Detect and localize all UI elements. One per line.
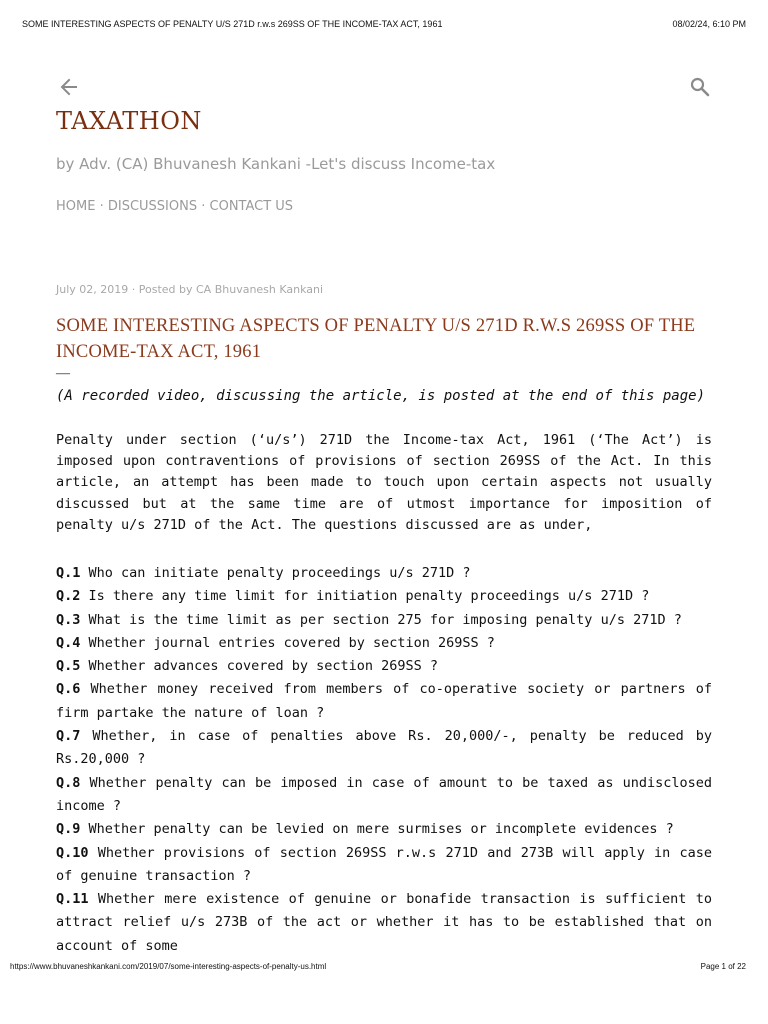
title-divider: —	[56, 366, 70, 381]
question-number: Q.5	[56, 658, 81, 675]
question-list	[56, 562, 712, 958]
question-number: Q.8	[56, 774, 81, 791]
question-number: Q.1	[56, 565, 81, 581]
list-item	[56, 725, 712, 772]
nav-link-home[interactable]: HOME	[56, 199, 96, 214]
print-header-datetime: 08/02/24, 6:10 PM	[672, 19, 746, 29]
question-text: Whether provisions of section 269SS r.w.s 271D and 273B will apply in case of genuine transaction ?	[56, 844, 712, 884]
list-item	[56, 609, 712, 632]
nav-link-contact-us[interactable]: CONTACT US	[209, 199, 294, 214]
list-item	[56, 772, 712, 819]
question-number: Q.10	[56, 844, 89, 861]
print-header	[22, 19, 746, 29]
print-footer	[10, 962, 746, 971]
site-description: by Adv. (CA) Bhuvanesh Kankani -Let's discuss Income-tax	[56, 155, 496, 173]
arrow-left-icon[interactable]	[58, 76, 80, 98]
question-text: Whether journal entries covered by section 269SS ?	[80, 634, 495, 651]
page-number: Page 1 of 22	[700, 962, 746, 971]
list-item	[56, 655, 712, 678]
question-number: Q.2	[56, 588, 81, 605]
list-item	[56, 842, 712, 889]
list-item	[56, 632, 712, 655]
page-url[interactable]: https://www.bhuvaneshkankani.com/2019/07/some-interesting-aspects-of-penalty-us.html	[10, 962, 327, 971]
list-item	[56, 678, 712, 725]
question-text: Whether money received from members of co-operative society or partners of firm partake the nature of loan ?	[56, 681, 712, 721]
nav-link-discussions[interactable]: DISCUSSIONS	[107, 199, 198, 214]
question-text: Is there any time limit for initiation penalty proceedings u/s 271D ?	[80, 588, 650, 605]
question-text: Who can initiate penalty proceedings u/s 271D ?	[80, 565, 471, 581]
video-note: (A recorded video, discussing the article, is posted at the end of this page)	[56, 388, 706, 404]
print-header-title: SOME INTERESTING ASPECTS OF PENALTY U/S 271D r.w.s 269SS OF THE INCOME-TAX ACT, 1961	[22, 19, 443, 29]
question-number: Q.4	[56, 634, 81, 651]
nav-separator: ·	[197, 199, 210, 214]
search-icon[interactable]	[689, 76, 711, 98]
site-title[interactable]: TAXATHON	[56, 107, 202, 135]
question-number: Q.3	[56, 611, 81, 628]
list-item	[56, 585, 712, 608]
question-text: Whether penalty can be levied on mere surmises or incomplete evidences ?	[80, 821, 674, 838]
list-item	[56, 888, 712, 958]
question-text: What is the time limit as per section 275 for imposing penalty u/s 271D ?	[80, 611, 682, 628]
post-meta: July 02, 2019 · Posted by CA Bhuvanesh Kankani	[56, 283, 324, 296]
question-text: Whether penalty can be imposed in case of amount to be taxed as undisclosed income ?	[56, 774, 712, 814]
question-text: Whether, in case of penalties above Rs. 20,000/-, penalty be reduced by Rs.20,000 ?	[56, 728, 712, 768]
question-text: Whether advances covered by section 269SS ?	[80, 658, 439, 675]
list-item	[56, 562, 712, 585]
question-number: Q.9	[56, 821, 81, 838]
list-item	[56, 818, 712, 841]
question-number: Q.7	[56, 728, 81, 745]
nav-menu	[56, 199, 293, 214]
question-number: Q.6	[56, 681, 81, 698]
question-number: Q.11	[56, 891, 89, 908]
post-title: SOME INTERESTING ASPECTS OF PENALTY U/S 271D R.W.S 269SS OF THE INCOME-TAX ACT, 1961	[56, 316, 696, 362]
question-text: Whether mere existence of genuine or bonafide transaction is sufficient to attract relief u/s 273B of the act or whether it has to be established that on account of some	[56, 891, 712, 954]
post-intro: Penalty under section (‘u/s’) 271D the Income-tax Act, 1961 (‘The Act’) is imposed upon contraventions of provisions of section 269SS of the Act. In this article, an attempt has been made to touch upon certain aspects not usually discussed but at the same time are of utmost importance for imposition of penalty u/s 271D of the Act. The questions discussed are as under,	[56, 432, 712, 533]
nav-separator: ·	[95, 199, 108, 214]
